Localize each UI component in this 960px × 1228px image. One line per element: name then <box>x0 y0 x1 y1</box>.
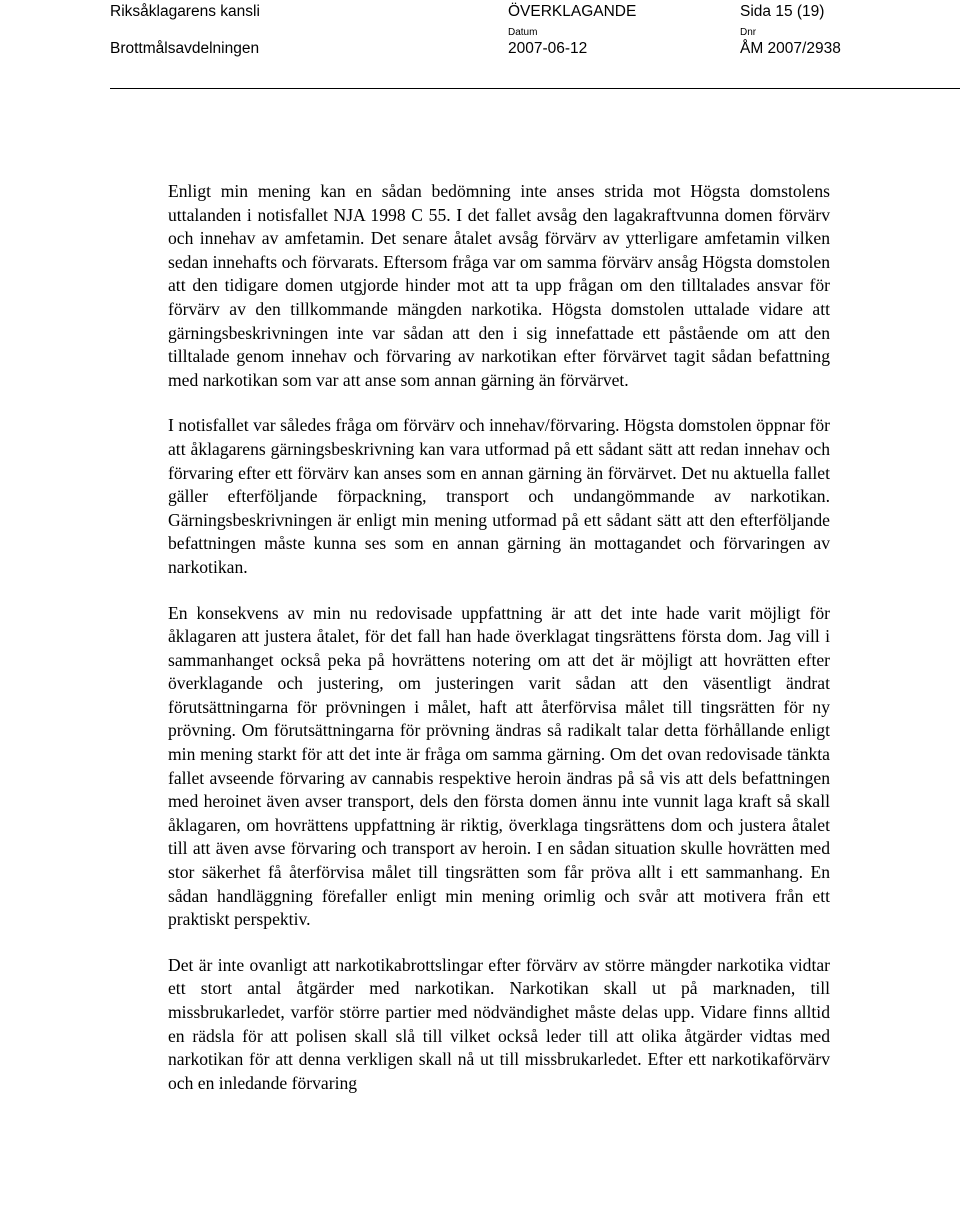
dnr-label: Dnr <box>740 27 757 38</box>
header-divider <box>110 88 960 89</box>
org-name: Riksåklagarens kansli <box>110 3 260 20</box>
paragraph-3: En konsekvens av min nu redovisade uppfattning är att det inte hade varit möjligt för åklagaren att justera åtalet, för det fall han hade överklagat tingsrättens första dom. Jag vill i sammanhanget också peka på hovrättens notering om att det är möjligt att hovrätten efter överklagande och justering, om justeringen varit sådan att den väsentligt ändrat förutsättningarna för prövningen i målet, haft att återförvisa målet till tingsrätten för ny prövning. Om förutsättningarna för prövning ändras så radikalt talar detta förhållande enligt min mening starkt för att det inte är fråga om samma gärning. Om det ovan redovisade tänkta fallet avseende förvaring av cannabis respektive heroin ändras på så vis att dels befattningen med heroinet även avser transport, dels den första domen ännu inte vunnit laga kraft så skall åklagaren, om hovrättens uppfattning är riktig, överklaga tingsrättens dom och justera åtalet till att även avse förvaring och transport av heroin. I en sådan situation skulle hovrätten med stor säkerhet få återförvisa målet till tingsrätten som får pröva allt i ett sammanhang. En sådan handläggning förefaller enligt min mening orimlig och svår att motivera från ett praktiskt perspektiv. <box>168 602 830 930</box>
paragraph-1: Enligt min mening kan en sådan bedömning inte anses strida mot Högsta domstolens uttalanden i notisfallet NJA 1998 C 55. I det fallet avsåg den lagakraftvunna domen förvärv och innehav av amfetamin. Det senare åtalet avsåg förvärv av ytterligare amfetamin vilken sedan innehafts och förvarats. Eftersom fråga var om samma förvärv ansåg Högsta domstolen att den tidigare domen utgjorde hinder mot att ta upp frågan om den tilltalades ansvar för förvärv av den tillkommande mängden narkotika. Högsta domstolen uttalade vidare att gärningsbeskrivningen inte var sådan att den i sig innefattade ett påstående om att den tilltalade genom innehav och förvaring av narkotikan efter förvärvet tagit sådan befattning med narkotikan som var att anse som annan gärning än förvärvet. <box>168 181 830 390</box>
document-type: ÖVERKLAGANDE <box>508 3 637 20</box>
document-date: 2007-06-12 <box>508 40 588 57</box>
case-number: ÅM 2007/2938 <box>740 40 841 57</box>
page-number: Sida 15 (19) <box>740 3 825 20</box>
paragraph-2: I notisfallet var således fråga om förvärv och innehav/förvaring. Högsta domstolen öppnar för att åklagarens gärningsbeskrivning kan vara utformad på ett sådant sätt att redan innehav och förvaring efter ett förvärv kan anses som en annan gärning än förvärvet. Det nu aktuella fallet gäller efterföljande förpackning, transport och undangömmande av narkotikan. Gärningsbeskrivningen är enligt min mening utformad på ett sådant sätt att den efterföljande befattningen måste kunna ses som en annan gärning än mottagandet och förvaringen av narkotikan. <box>168 415 830 577</box>
document-body <box>168 180 830 1095</box>
paragraph-4: Det är inte ovanligt att narkotikabrottslingar efter förvärv av större mängder narkotika vidtar ett stort antal åtgärder med narkotikan. Narkotikan skall ut på marknaden, till missbrukarledet, varför större partier med nödvändighet måste delas upp. Vidare finns alltid en rädsla för att polisen skall slå till vilket också leder till att olika åtgärder vidtas med narkotikan för att denna verkligen skall nå ut till missbrukarledet. Efter ett narkotikaförvärv och en inledande förvaring <box>168 954 830 1093</box>
department-name: Brottmålsavdelningen <box>110 40 260 57</box>
date-label: Datum <box>508 27 538 38</box>
page-header <box>0 0 960 92</box>
